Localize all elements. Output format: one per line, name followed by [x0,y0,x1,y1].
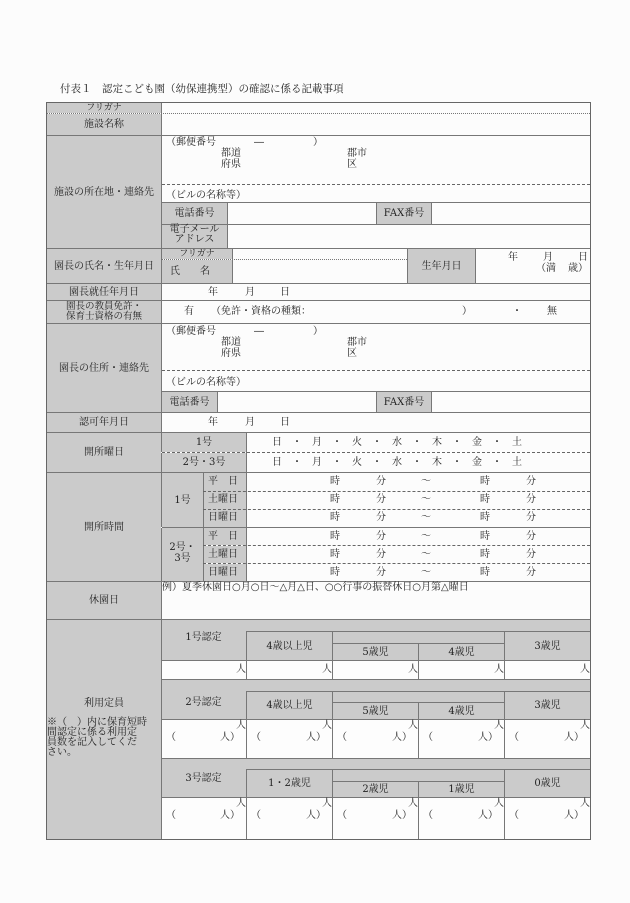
director-furigana-label: フリガナ [161,249,232,259]
paren-unit: 人） [392,810,412,821]
unit: 人 [236,798,246,809]
dashed-divider [162,184,590,185]
open-hours-g1-weekday: 平 日 [203,473,246,491]
license-no-option[interactable]: 無 [547,306,557,317]
pref-line1: 都道 [221,148,241,159]
dashed-divider [203,491,590,492]
director-postal-label: （郵便番号 [166,326,216,337]
note-line: さい。 [47,747,77,758]
city-line1: 郡市 [347,148,367,159]
facility-phone-label: 電話番号 [162,203,227,224]
minute-label: 分 [526,476,536,487]
director-appointed-label: 園長就任年月日 [47,284,161,300]
subheader-spacer [332,770,504,781]
director-fax-label: FAX番号 [376,392,431,412]
unit: 人 [494,798,504,809]
email-line2: アドレス [174,234,215,245]
group2-line2: 3号 [174,553,191,564]
capacity-group-2-label: 2号認定 [185,697,222,708]
unit: 人 [408,720,418,731]
paren-unit: 人） [220,810,240,821]
open-hours-label: 開所時間 [47,473,161,581]
capacity-label: 利用定員 [84,698,124,709]
paren-unit: 人） [478,732,498,743]
cap-g3-input-0[interactable] [162,798,246,839]
appointed-year: 年 [208,287,218,298]
minute-label: 分 [376,567,386,578]
director-furigana-input[interactable] [232,249,407,259]
hour-label: 時 [480,549,490,560]
row-divider [162,758,590,759]
cap-g1-col2: 5歳児 [332,643,418,660]
director-city-label [347,337,367,359]
holidays-label: 休園日 [47,582,161,619]
open-hours-g2-saturday: 土曜日 [203,546,246,563]
open-hours-group-2 [161,528,203,581]
director-birthdate-label: 生年月日 [407,249,475,283]
cap-g3-input-4[interactable] [504,798,590,839]
dashed-divider [203,545,590,546]
unit: 人 [580,720,590,731]
cap-g3-col4: 0歳児 [504,770,590,797]
cap-g2-input-2[interactable] [332,720,418,758]
cap-g2-col2: 5歳児 [332,702,418,719]
hour-label: 時 [330,549,340,560]
facility-postal-dash: ― [254,137,264,148]
license-sep: ・ [512,306,522,317]
paren-unit: 人） [306,810,326,821]
open-hours-group-1: 1号 [161,473,203,527]
hour-label: 時 [330,476,340,487]
minute-label: 分 [376,512,386,523]
city-line1: 郡市 [347,337,367,348]
email-line1: 電子メール [169,224,220,235]
cap-g1-input-0[interactable]: 人 [236,664,246,675]
hour-label: 時 [330,531,340,542]
note-line: ※（ ）内に保育短時 [47,717,147,728]
subheader-spacer [332,632,504,643]
cap-g1-input-2[interactable]: 人 [332,661,418,679]
director-license-label [47,301,161,323]
tilde: ～ [421,476,431,487]
minute-label: 分 [376,494,386,505]
hour-label: 時 [330,512,340,523]
open-hours-g1-saturday: 土曜日 [203,491,246,509]
paren-unit: 人） [478,810,498,821]
cap-g3-input-3[interactable] [418,798,504,839]
cap-g1-input-1[interactable]: 人 [246,661,332,679]
paren-open: （ [337,810,347,821]
dashed-divider [162,370,590,371]
license-yes-option[interactable]: 有 [184,306,194,317]
paren-open: （ [166,732,176,743]
paren-unit: 人） [564,810,584,821]
paren-open: （ [251,732,261,743]
director-pref-label [221,337,241,359]
cap-g3-input-1[interactable] [246,798,332,839]
facility-phone-input[interactable] [227,203,376,224]
hour-label: 時 [480,512,490,523]
pref-line1: 都道 [221,337,241,348]
cap-g1-col4: 3歳児 [504,632,590,660]
open-hours-g1-sunday: 日曜日 [203,509,246,527]
facility-furigana-input[interactable] [161,103,590,113]
dashed-divider [203,509,590,510]
director-name-label: 氏 名 [161,260,232,283]
paren-open: （ [509,732,519,743]
capacity-note [47,718,147,758]
hour-label: 時 [330,567,340,578]
hour-label: 時 [480,567,490,578]
unit: 人 [236,720,246,731]
note-line: 間認定に係る利用定 [47,727,137,738]
director-building-label: （ビルの名称等） [166,377,246,388]
appointed-month: 月 [245,287,255,298]
open-days-label: 開所曜日 [47,433,161,472]
paren-unit: 人） [564,732,584,743]
open-days-row-2[interactable]: 日 ・ 月 ・ 火 ・ 水 ・ 木 ・ 金 ・ 土 [272,457,522,468]
facility-fax-input[interactable] [431,203,590,224]
minute-label: 分 [526,512,536,523]
open-hours-time-row[interactable] [246,531,590,545]
hour-label: 時 [480,531,490,542]
cap-g2-input-4[interactable] [504,720,590,758]
license-type-label: （免許・資格の種類： [211,306,311,317]
open-hours-time-row[interactable] [246,512,590,526]
facility-name-input[interactable] [161,114,590,135]
birth-age-open: （満 [536,263,556,274]
unit: 人 [494,720,504,731]
cap-g3-col1: 1・2歳児 [246,770,332,797]
approval-label: 認可年月日 [47,413,161,432]
cap-g1-input-3[interactable]: 人 [418,661,504,679]
director-appointed-input[interactable] [161,284,590,300]
form-title: 付表１ 認定こども園（幼保連携型）の確認に係る記載事項 [60,83,344,95]
facility-name-label: 施設名称 [47,114,161,135]
cap-g2-col4: 3歳児 [504,692,590,719]
birth-day: 日 [578,252,588,263]
facility-pref-label [221,148,241,170]
paren-unit: 人） [392,732,412,743]
birth-year: 年 [508,252,518,263]
minute-label: 分 [376,476,386,487]
paren-open: （ [509,810,519,821]
minute-label: 分 [526,494,536,505]
approval-year: 年 [208,417,218,428]
director-phone-label: 電話番号 [162,392,217,412]
tilde: ～ [421,494,431,505]
minute-label: 分 [376,531,386,542]
director-postal-close: ） [313,326,323,337]
director-address-label: 園長の住所・連絡先 [47,324,161,412]
facility-furigana-label: フリガナ [47,103,161,113]
group2-line1: 2号・ [169,542,196,553]
open-hours-g2-weekday: 平 日 [203,528,246,545]
cap-g3-col3: 1歳児 [418,781,504,797]
cap-g1-input-4[interactable]: 人 [504,661,590,679]
approval-date-input[interactable] [161,413,590,432]
paren-open: （ [423,732,433,743]
unit: 人 [322,798,332,809]
appointed-day: 日 [280,287,290,298]
paren-open: （ [337,732,347,743]
hour-label: 時 [330,494,340,505]
license-line1: 園長の教員免許・ [65,301,142,312]
cap-g1-col1: 4歳以上児 [246,632,332,660]
minute-label: 分 [526,531,536,542]
tilde: ～ [421,512,431,523]
open-days-row-1[interactable]: 日 ・ 月 ・ 火 ・ 水 ・ 木 ・ 金 ・ 土 [272,437,522,448]
open-hours-time-row[interactable] [246,476,590,490]
hour-label: 時 [480,494,490,505]
cap-g3-col2: 2歳児 [332,781,418,797]
open-hours-time-row[interactable] [246,567,590,581]
director-fax-input[interactable] [431,392,590,412]
facility-fax-label: FAX番号 [376,203,431,224]
director-postal-dash: ― [254,326,264,337]
unit: 人 [408,798,418,809]
director-name-birth-label: 園長の氏名・生年月日 [47,249,161,283]
subheader-spacer [332,692,504,702]
pref-line2: 府県 [221,348,241,359]
paren-open: （ [166,810,176,821]
license-line2: 保育士資格の有無 [65,311,142,322]
cap-g2-input-1[interactable] [246,720,332,758]
cap-g2-col3: 4歳児 [418,702,504,719]
open-hours-time-row[interactable] [246,549,590,563]
unit: 人 [322,720,332,731]
open-hours-time-row[interactable] [246,494,590,508]
cap-g2-col1: 4歳以上児 [246,692,332,719]
license-close: ） [462,306,472,317]
city-line2: 区 [347,159,357,170]
approval-day: 日 [280,417,290,428]
cap-g2-input-3[interactable] [418,720,504,758]
pref-line2: 府県 [221,159,241,170]
cap-g1-col3: 4歳児 [418,643,504,660]
birth-month: 月 [543,252,553,263]
director-name-input[interactable] [232,260,407,283]
minute-label: 分 [526,567,536,578]
birth-age-close: 歳） [568,263,588,274]
open-hours-g2-sunday: 日曜日 [203,564,246,581]
capacity-group-3-label: 3号認定 [185,773,222,784]
facility-city-label [347,148,367,170]
facility-email-input[interactable] [227,225,590,248]
open-days-type-2: 2号・3号 [161,453,246,472]
paren-unit: 人） [306,732,326,743]
facility-postal-close: ） [313,137,323,148]
facility-building-label: （ビルの名称等） [166,190,246,201]
facility-email-label [162,225,227,248]
note-line: 員数を記入してくだ [47,737,137,748]
paren-open: （ [423,810,433,821]
tilde: ～ [421,531,431,542]
unit: 人 [580,798,590,809]
director-phone-input[interactable] [217,392,376,412]
capacity-group-1-label: 1号認定 [185,632,222,643]
row-divider [162,679,590,680]
facility-postal-label: （郵便番号 [166,137,216,148]
minute-label: 分 [376,549,386,560]
cap-g2-input-0[interactable] [162,720,246,758]
paren-unit: 人） [220,732,240,743]
cap-g3-input-2[interactable] [332,798,418,839]
dashed-divider [203,563,590,564]
tilde: ～ [421,567,431,578]
holidays-example: 例）夏季休園日○月○日～△月△日、○○行事の振替休日○月第△曜日 [162,582,469,593]
open-days-type-1: 1号 [161,433,246,452]
dashed-divider [162,452,590,453]
hour-label: 時 [480,476,490,487]
minute-label: 分 [526,549,536,560]
approval-month: 月 [245,417,255,428]
tilde: ～ [421,549,431,560]
city-line2: 区 [347,348,357,359]
paren-open: （ [251,810,261,821]
facility-address-label: 施設の所在地・連絡先 [47,136,161,248]
